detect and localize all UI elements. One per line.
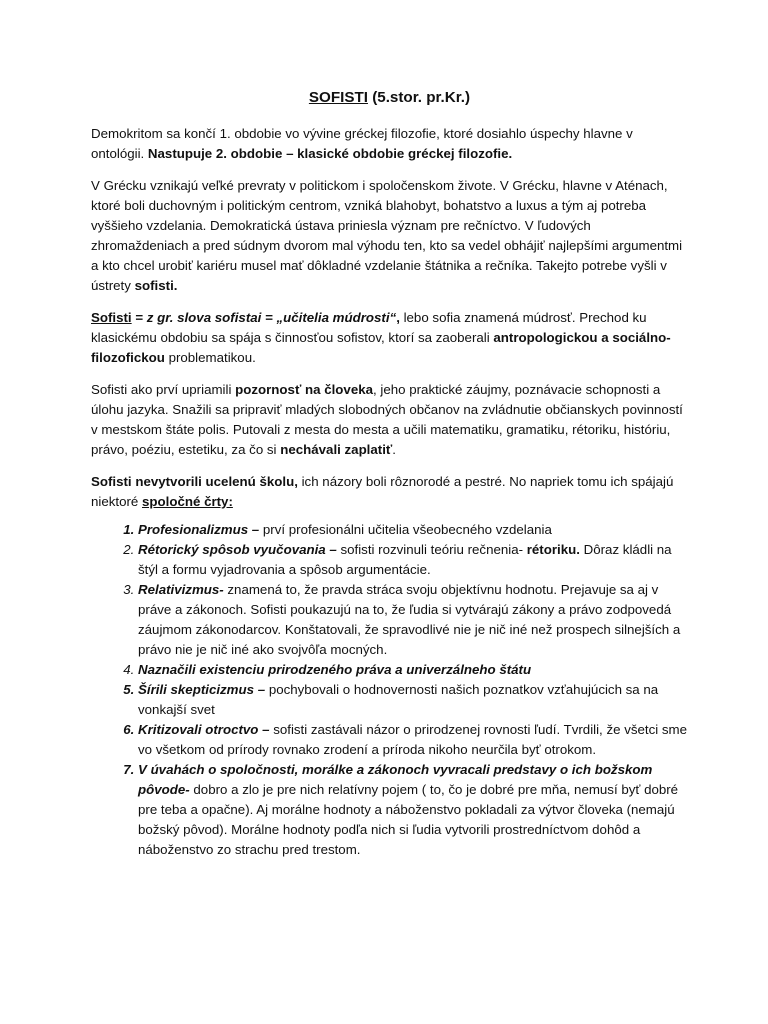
paragraph-definition: Sofisti = z gr. slova sofistai = „učitelia múdrosti“, lebo sofia znamená múdrosť. Prechod ku klasickému obdobiu sa spája s činnosťou sofistov, ktorí sa zaoberali antropologickou a sociálno-filozofickou problematikou. (91, 310, 671, 365)
traits-list (91, 520, 688, 860)
list-item: 1. Profesionalizmus – prví profesionálni učitelia všeobecného vzdelania (138, 520, 688, 540)
payment-emphasis: nechávali zaplatiť (280, 442, 393, 457)
school-emphasis: Sofisti nevytvorili ucelenú školu, (91, 474, 298, 489)
list-item: 2. Rétorický spôsob vyučovania – sofisti rozvinuli teóriu rečnenia- rétoriku. Dôraz kládli na štýl a formu vyjadrovania a spôsob argumentácie. (138, 540, 688, 580)
definition-term: Sofisti (91, 310, 132, 325)
paragraph-athens: V Grécku vznikajú veľké prevraty v politickom i spoločenskom živote. V Grécku, hlavne v Aténach, ktoré boli duchovným i politickým centrom, vzniká blahobyt, bohatstvo a luxus a tým aj potreba vyššieho vzdelania. Demokratická ústava priniesla význam pre rečníctvo. V ľudových zhromaždeniach a pred súdnym dvorom mal výhodu ten, kto sa vedel obhájiť najlepšími argumentmi a kto chcel urobiť kariéru musel mať dôkladné vzdelanie štátnika a rečníka. Takejto potrebe vyšli v ústrety sofisti. (91, 178, 683, 293)
common-traits-label: spoločné črty: (142, 494, 233, 509)
page-title (91, 88, 688, 108)
paragraph-focus: Sofisti ako prví upriamili pozornosť na človeka, jeho praktické záujmy, poznávacie schopnosti a úlohu jazyka. Snažili sa pripraviť mladých slobodných občanov na zvládnutie občianskych povinností v mestskom štáte polis. Putovali z mesta do mesta a učili matematiku, gramatiku, rétoriku, históriu, právo, poéziu, estetiku, za čo si nechávali zaplatiť. (91, 382, 683, 457)
intro-emphasis: Nastupuje 2. obdobie – klasické obdobie gréckej filozofie. (147, 146, 513, 161)
list-item: 4. Naznačili existenciu prirodzeného práva a univerzálneho štátu (138, 660, 688, 680)
list-item: 5. Šírili skepticizmus – pochybovali o hodnovernosti našich poznatkov vzťahujúcich sa na vonkajší svet (138, 680, 688, 720)
list-item: 7. V úvahách o spoločnosti, morálke a zákonoch vyvracali predstavy o ich božskom pôvode- dobro a zlo je pre nich relatívny pojem ( to, čo je dobré pre mňa, nemusí byť dobré pre teba a opačne). Aj morálne hodnoty a náboženstvo pokladali za výtvor človeka (nemajú božský pôvod). Morálne hodnoty podľa nich si ľudia vytvorili prostredníctvom dohôd a náboženstvo zo strachu pred trestom. (138, 760, 688, 860)
list-item: 6. Kritizovali otroctvo – sofisti zastávali názor o prirodzenej rovnosti ľudí. Tvrdili, že všetci sme vo všetkom od prírody rovnako zrodení a príroda nikoho neurčila byť otrokom. (138, 720, 688, 760)
title-subtitle: (5.stor. pr.Kr.) (367, 89, 471, 106)
list-item: 3. Relativizmus- znamená to, že pravda stráca svoju objektívnu hodnotu. Prejavuje sa aj v práve a zákonoch. Sofisti poukazujú na to, že ľudia si vytvárajú zákony a právo zodpovedá záujmom zákonodarcov. Konštatovali, že spravodlivé nie je nič iné než prospech silnejších a právo nie je nič iné ako svojvôľa mocných. (138, 580, 688, 660)
focus-emphasis: pozornosť na človeka (235, 382, 374, 397)
definition-etymology: z gr. slova sofistai = „učitelia múdrosti“ (146, 310, 397, 325)
definition-emphasis: antropologickou a sociálno-filozofickou (91, 330, 671, 365)
athens-emphasis: sofisti. (134, 278, 178, 293)
paragraph-traits-intro: Sofisti nevytvorili ucelenú školu, ich názory boli rôznorodé a pestré. No napriek tomu ich spájajú niektoré spoločné črty: (91, 474, 674, 509)
title-main: SOFISTI (308, 89, 368, 106)
paragraph-intro: Demokritom sa končí 1. obdobie vo vývine gréckej filozofie, ktoré dosiahlo úspechy hlavne v ontológii. Nastupuje 2. obdobie – klasické obdobie gréckej filozofie. (91, 126, 633, 161)
